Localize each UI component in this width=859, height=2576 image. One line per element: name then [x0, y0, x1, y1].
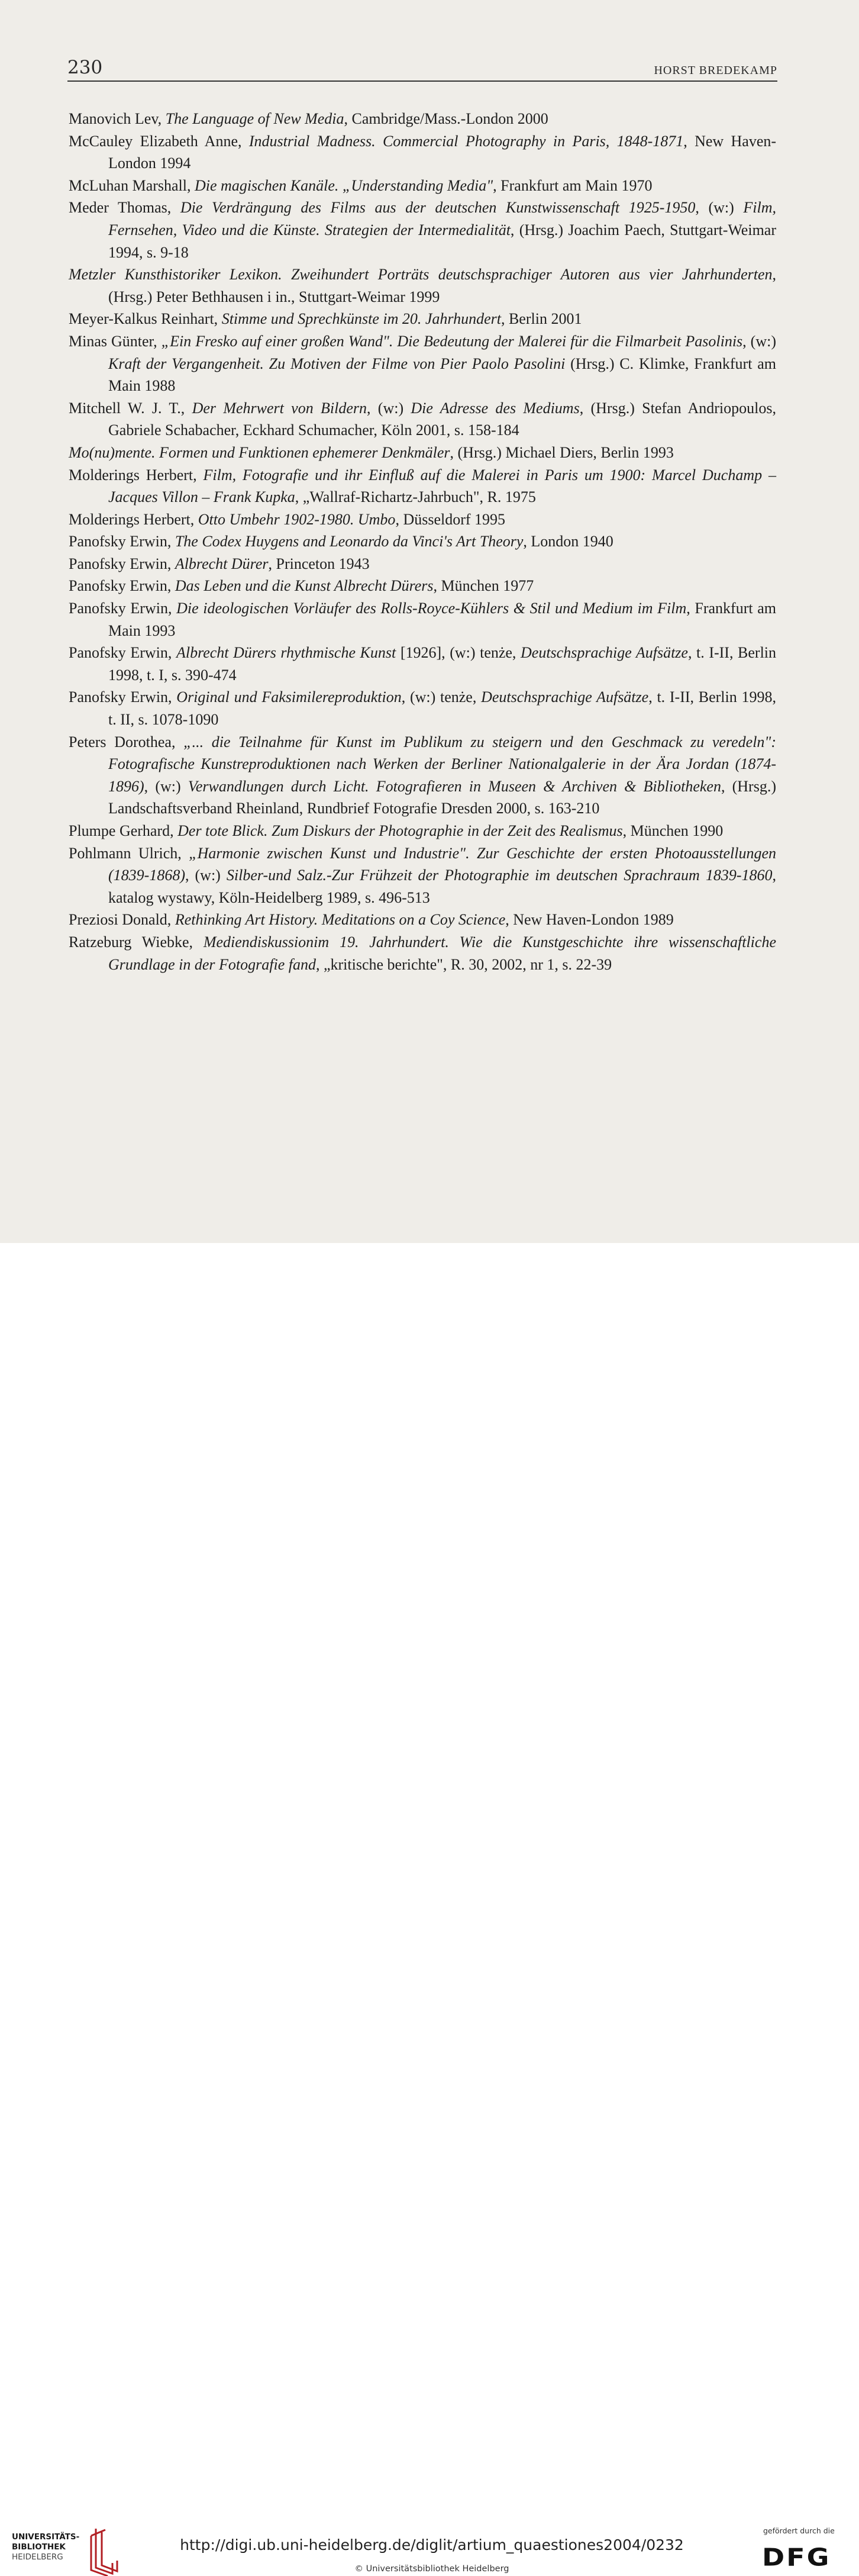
entry-title: Mo(nu)mente. Formen und Funktionen ephemerer Denkmäler	[69, 443, 450, 461]
bibliography-entry	[69, 442, 776, 464]
bibliography-entry	[69, 308, 776, 330]
bibliography-entry	[69, 263, 776, 308]
running-head: HORST BREDEKAMP	[654, 64, 777, 77]
entry-text: Manovich Lev,	[69, 110, 166, 127]
entry-text: , (w:)	[185, 867, 227, 884]
entry-title: Rethinking Art History. Meditations on a Coy Science	[175, 911, 506, 929]
entry-text: Mitchell W. J. T.,	[69, 399, 192, 417]
entry-text: , Cambridge/Mass.-London 2000	[344, 110, 548, 127]
entry-text: , Frankfurt am Main 1970	[493, 176, 653, 194]
entry-text: Meyer-Kalkus Reinhart,	[69, 310, 222, 328]
entry-text: (Hrsg.) C. Klimke, Frankfurt am Main 1988	[108, 355, 776, 395]
bibliography-entry	[69, 575, 776, 597]
entry-title: Silber-und Salz.-Zur Frühzeit der Photographie im deutschen Sprachraum 1839-1860	[226, 867, 773, 884]
entry-title: „Harmonie zwischen Kunst und Industrie". Zur Geschichte der ersten Photoausstellungen (1839-1868)	[108, 844, 776, 884]
entry-title: Der Mehrwert von Bildern	[192, 399, 367, 417]
entry-text: Minas Günter,	[69, 332, 162, 350]
entry-text: , Düsseldorf 1995	[395, 510, 506, 528]
entry-title: Verwandlungen durch Licht. Fotografieren in Museen & Archiven & Bibliotheken	[188, 777, 721, 795]
entry-text: Molderings Herbert,	[69, 466, 204, 484]
bibliography-entry	[69, 397, 776, 442]
entry-title: Der tote Blick. Zum Diskurs der Photographie in der Zeit des Realismus	[177, 822, 623, 839]
entry-text: , Princeton 1943	[268, 555, 370, 572]
entry-text: , (Hrsg.) Stefan Andriopoulos, Gabriele Schabacher, Eckhard Schumacher, Köln 2001, s. 158-184	[108, 399, 776, 439]
entry-text: , (Hrsg.) Landschaftsverband Rheinland, Rundbrief Fotografie Dresden 2000, s. 163-210	[108, 777, 776, 817]
entry-text: Panofsky Erwin,	[69, 577, 175, 595]
entry-title: Film, Fotografie und ihr Einfluß auf die Malerei in Paris um 1900: Marcel Duchamp – Jacques Villon – Frank Kupka	[108, 466, 776, 506]
bibliography-entry	[69, 197, 776, 263]
bibliography-list	[69, 108, 776, 975]
viewer-footer	[0, 1243, 859, 2574]
entry-text: Molderings Herbert,	[69, 510, 198, 528]
entry-text: , New Haven-London 1994	[108, 132, 777, 172]
entry-title: Mediendiskussionim 19. Jahrhundert. Wie die Kunstgeschichte ihre wissenschaftliche Grundlage in der Fotografie fand	[108, 933, 776, 973]
entry-text: , „kritische berichte", R. 30, 2002, nr 1, s. 22-39	[315, 955, 612, 973]
copyright-notice: © Universitätsbibliothek Heidelberg	[354, 2564, 509, 2574]
bibliography-entry	[69, 909, 776, 931]
entry-title: Industrial Madness. Commercial Photography in Paris, 1848-1871	[248, 132, 684, 150]
entry-text: , (w:)	[742, 332, 776, 350]
bibliography-entry	[69, 597, 776, 642]
entry-text: Preziosi Donald,	[69, 911, 175, 929]
entry-title: Stimme und Sprechkünste im 20. Jahrhundert	[221, 310, 501, 328]
entry-title: Albrecht Dürers rhythmische Kunst	[176, 644, 396, 662]
university-library-logo-mark	[88, 2526, 121, 2576]
funded-by-label: gefördert durch die	[763, 2526, 835, 2535]
entry-text: , (w:) tenże,	[401, 688, 482, 706]
entry-text: Panofsky Erwin,	[69, 600, 177, 617]
entry-title: The Language of New Media	[165, 110, 344, 127]
entry-text: , (Hrsg.) Joachim Paech, Stuttgart-Weimar 1994, s. 9-18	[108, 221, 776, 261]
bibliography-entry	[69, 686, 776, 730]
entry-text: Panofsky Erwin,	[69, 555, 175, 572]
entry-text: , katalog wystawy, Köln-Heidelberg 1989, s. 496-513	[108, 867, 776, 906]
entry-text: [1926], (w:) tenże,	[396, 644, 521, 662]
bibliography-entry	[69, 175, 776, 197]
entry-title: „... die Teilnahme für Kunst im Publikum zu steigern und den Geschmack zu veredeln": Fotografische Kunstreproduktionen nach Werken der Berliner Nationalgalerie in der Ära Jordan (1874-1896)	[108, 733, 776, 795]
bibliography-entry	[69, 464, 776, 508]
entry-text: , (w:)	[144, 777, 188, 795]
page-header	[67, 57, 777, 82]
bibliography-entry	[69, 820, 776, 842]
bibliography-entry	[69, 330, 776, 397]
bibliography-entry	[69, 842, 776, 909]
entry-text: , t. I-II, Berlin 1998, t. II, s. 1078-1090	[108, 688, 776, 729]
entry-text: Plumpe Gerhard,	[69, 822, 178, 839]
scanned-page	[0, 0, 859, 1243]
entry-text: Pohlmann Ulrich,	[69, 844, 189, 862]
bibliography-entry	[69, 731, 776, 820]
entry-title: Die ideologischen Vorläufer des Rolls-Royce-Kühlers & Stil und Medium im Film	[176, 600, 687, 617]
entry-text: , (Hrsg.) Peter Bethhausen i in., Stuttgart-Weimar 1999	[108, 266, 776, 305]
entry-title: Otto Umbehr 1902-1980. Umbo	[198, 510, 396, 528]
entry-text: , (w:)	[366, 399, 411, 417]
entry-text: Meder Thomas,	[69, 199, 180, 217]
entry-text: , London 1940	[523, 533, 613, 550]
university-library-logo: UNIVERSITÄTS- BIBLIOTHEK HEIDELBERG	[12, 2532, 80, 2562]
entry-title: Das Leben und die Kunst Albrecht Dürers	[175, 577, 434, 595]
entry-text: , New Haven-London 1989	[505, 911, 674, 929]
dfg-logo: DFG	[762, 2543, 831, 2572]
entry-text: Panofsky Erwin,	[69, 644, 176, 662]
bibliography-entry	[69, 553, 776, 575]
bibliography-entry	[69, 642, 776, 686]
entry-text: McLuhan Marshall,	[69, 176, 195, 194]
entry-text: Ratzeburg Wiebke,	[69, 933, 204, 951]
entry-text: , (Hrsg.) Michael Diers, Berlin 1993	[450, 443, 674, 461]
entry-text: Panofsky Erwin,	[69, 688, 177, 706]
entry-title: Deutschsprachige Aufsätze	[521, 644, 688, 662]
entry-title: Original und Faksimilereproduktion	[176, 688, 402, 706]
entry-text: , München 1990	[622, 822, 724, 839]
entry-title: Kraft der Vergangenheit. Zu Motiven der Filme von Pier Paolo Pasolini	[108, 355, 566, 372]
entry-text: , „Wallraf-Richartz-Jahrbuch", R. 1975	[295, 488, 536, 506]
entry-title: Film, Fernsehen, Video und die Künste. Strategien der Intermedialität	[108, 199, 776, 239]
entry-text: , t. I-II, Berlin 1998, t. I, s. 390-474	[108, 644, 777, 684]
entry-text: , München 1977	[433, 577, 534, 595]
page-number: 230	[67, 57, 103, 78]
bibliography-entry	[69, 508, 776, 531]
entry-title: Die magischen Kanäle. „Understanding Media"	[195, 176, 493, 194]
document-url[interactable]: http://digi.ub.uni-heidelberg.de/diglit/artium_quaestiones2004/0232	[180, 2536, 684, 2554]
bibliography-entry	[69, 530, 776, 553]
entry-title: Die Verdrängung des Films aus der deutschen Kunstwissenschaft 1925-1950	[180, 199, 696, 217]
entry-title: Deutschsprachige Aufsätze	[481, 688, 649, 706]
entry-text: , (w:)	[695, 199, 744, 217]
entry-title: Metzler Kunsthistoriker Lexikon. Zweihundert Porträts deutschsprachiger Autoren aus vier Jahrhunderten	[69, 266, 773, 284]
entry-text: , Frankfurt am Main 1993	[108, 600, 777, 639]
entry-text: McCauley Elizabeth Anne,	[69, 132, 249, 150]
entry-text: , Berlin 2001	[500, 310, 582, 328]
entry-text: Peters Dorothea,	[69, 733, 184, 751]
bibliography-entry	[69, 931, 776, 975]
entry-title: Albrecht Dürer	[175, 555, 269, 572]
bibliography-entry	[69, 130, 776, 175]
entry-title: „Ein Fresko auf einer großen Wand". Die Bedeutung der Malerei für die Filmarbeit Pasolinis	[161, 332, 743, 350]
bibliography-entry	[69, 108, 776, 130]
entry-title: Die Adresse des Mediums	[411, 399, 580, 417]
entry-text: Panofsky Erwin,	[69, 533, 175, 550]
entry-title: The Codex Huygens and Leonardo da Vinci's Art Theory	[175, 533, 524, 550]
